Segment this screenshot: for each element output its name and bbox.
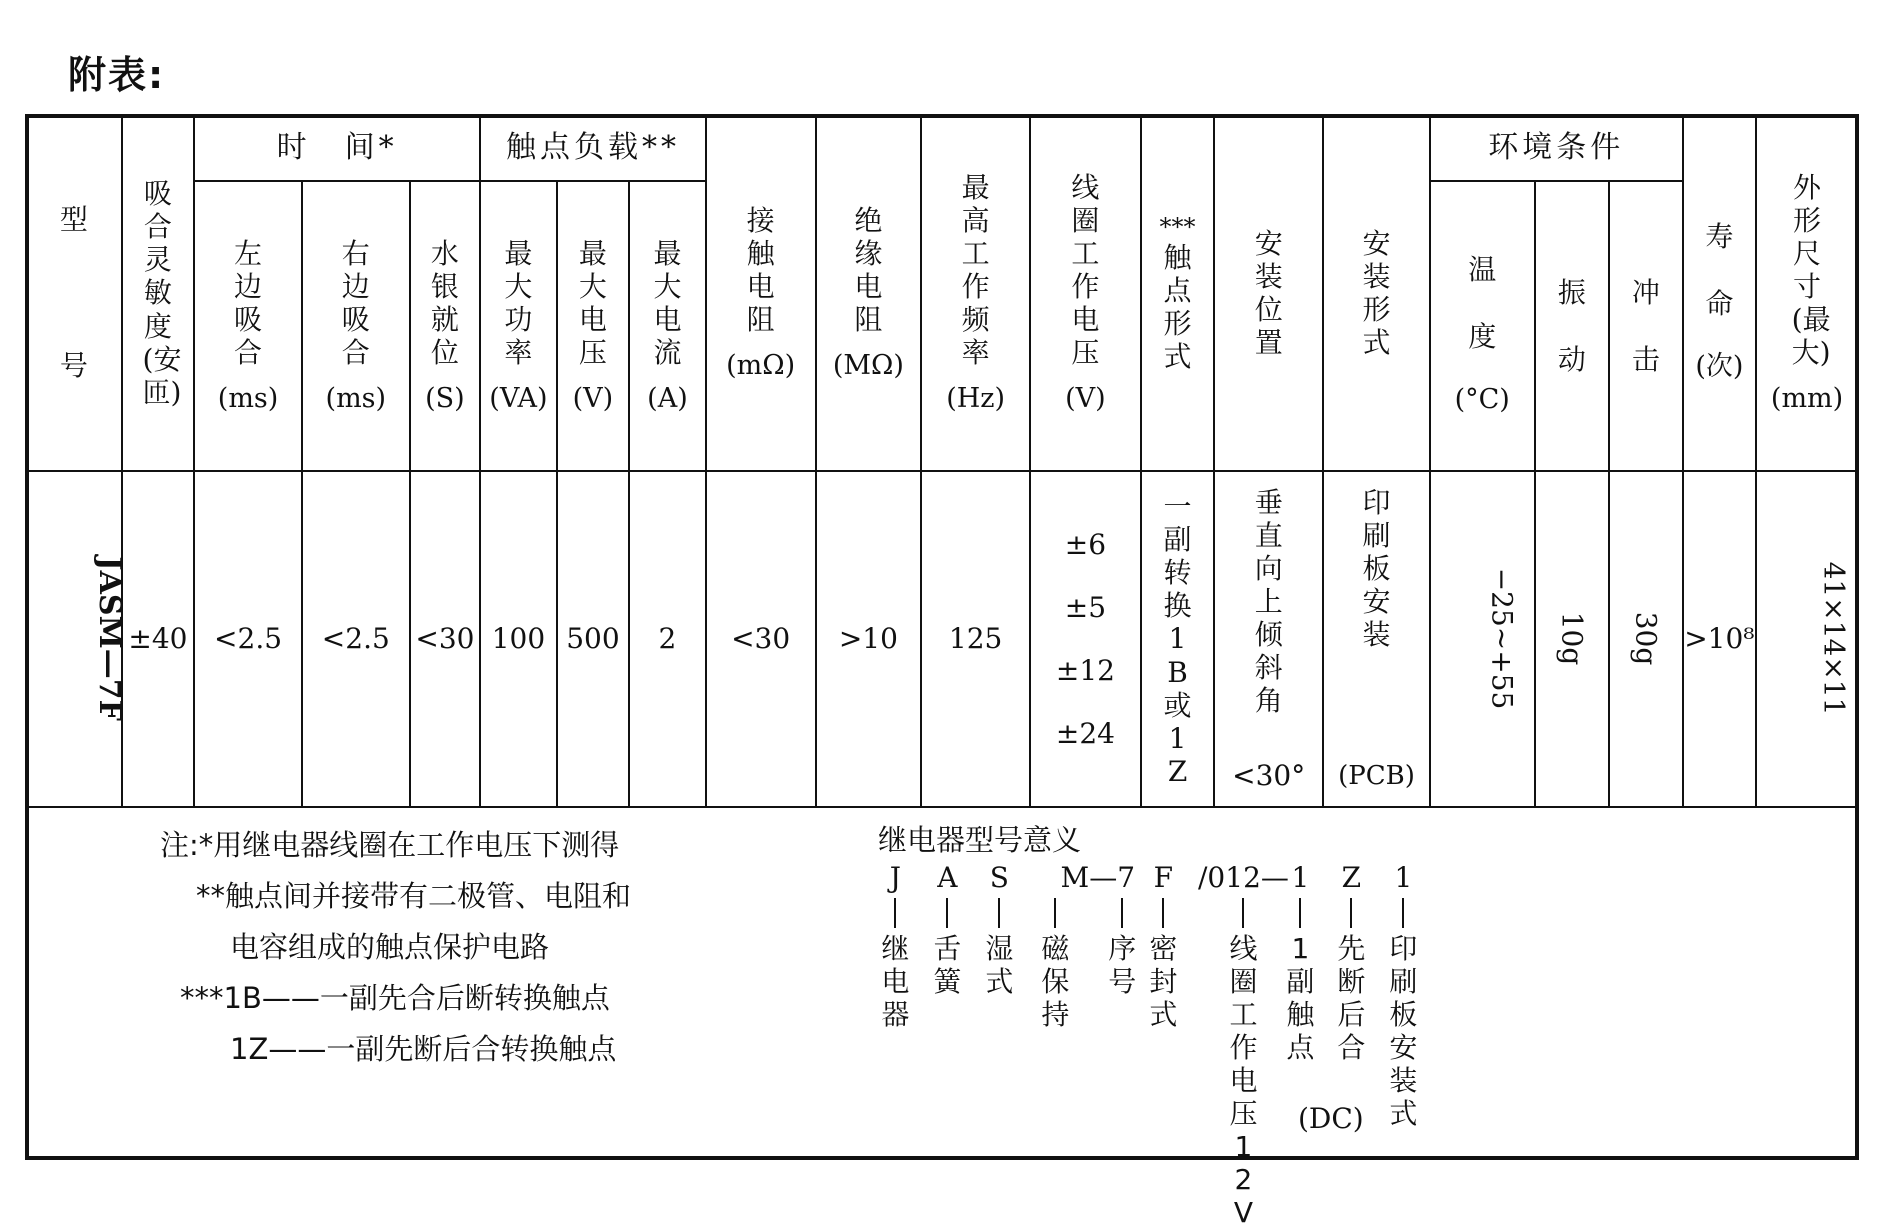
header-contact-form: *** 触点形式 [1141, 115, 1215, 471]
model-code-part: J 继电器 [881, 861, 910, 1032]
header-time-mercury: 水银就位 (S) [410, 181, 480, 471]
cell-coil-voltage [1030, 471, 1141, 807]
cell-env-temp: −25~+55 [1430, 471, 1535, 807]
cell-mount-position: 垂直向上倾斜角 <30° [1214, 471, 1323, 807]
header-time-right: 右边吸合 (ms) [302, 181, 410, 471]
header-mount-type: 安装形式 [1323, 115, 1430, 471]
cell-load-current: 2 [629, 471, 706, 807]
model-code-dc-suffix: (DC) [1298, 1102, 1364, 1135]
footnote-line: **触点间并接带有二极管、电阻和 [196, 879, 632, 913]
footnote-line: 1Z——一副先断后合转换触点 [230, 1032, 617, 1066]
header-life: 寿命 (次) [1683, 115, 1757, 471]
header-env-shock: 冲击 [1609, 181, 1683, 471]
cell-mount-type: 印刷板安装 (PCB) [1323, 471, 1430, 807]
footnote-line: ***1B——一副先合后断转换触点 [180, 981, 610, 1015]
model-code-title: 继电器型号意义 [878, 823, 1082, 857]
header-max-frequency: 最高工作频率 (Hz) [921, 115, 1030, 471]
cell-env-shock: 30g [1609, 471, 1683, 807]
header-load-group: 触点负载** [480, 115, 706, 181]
header-dimensions: 外形尺寸(最大) (mm) [1756, 115, 1858, 471]
header-time-left: 左边吸合 (ms) [194, 181, 302, 471]
header-load-power: 最大功率 (VA) [480, 181, 557, 471]
coil-voltage-item: ±6 [1064, 527, 1107, 561]
cell-contact-form: 一副转换1B或1Z [1141, 471, 1215, 807]
header-model: 型号 [26, 115, 122, 471]
coil-voltage-item: ±24 [1055, 717, 1115, 751]
header-env-vibration: 振动 [1535, 181, 1610, 471]
model-code-part: S 湿式 [985, 861, 1014, 999]
model-code-part: 1 印刷板安装式 [1389, 861, 1418, 1131]
header-mount-position: 安装位置 [1214, 115, 1323, 471]
spec-table [25, 114, 1859, 808]
cell-sensitivity: ±40 [122, 471, 195, 807]
model-code-part: M—7 磁保持 序号 [1041, 861, 1137, 1032]
model-code-part: 1 1副触点 [1286, 861, 1315, 1065]
header-load-current: 最大电流 (A) [629, 181, 706, 471]
cell-time-mercury: <30 [410, 471, 480, 807]
header-contact-resistance: 接触电阻 (mΩ) [706, 115, 816, 471]
cell-insulation-resistance: >10 [816, 471, 922, 807]
header-time-group: 时 间* [194, 115, 480, 181]
page-title: 附表: [68, 53, 166, 97]
cell-env-vibration: 10g [1535, 471, 1610, 807]
cell-model: JASM—7F [26, 471, 122, 807]
footnote-line: 注:*用继电器线圈在工作电压下测得 [160, 828, 620, 862]
cell-dimensions: 41×14×11 [1756, 471, 1858, 807]
cell-load-voltage: 500 [557, 471, 630, 807]
header-sensitivity: 吸合灵敏度(安匝) [122, 115, 195, 471]
model-code-part: Z 先断后合 [1337, 861, 1366, 1065]
cell-max-frequency: 125 [921, 471, 1030, 807]
cell-time-right: <2.5 [302, 471, 410, 807]
footnote-line: 电容组成的触点保护电路 [230, 930, 550, 964]
header-load-voltage: 最大电压 (V) [557, 181, 630, 471]
cell-life: >10⁸ [1683, 471, 1757, 807]
cell-contact-resistance: <30 [706, 471, 816, 807]
header-coil-voltage: 线圈工作电压 (V) [1030, 115, 1141, 471]
cell-time-left: <2.5 [194, 471, 302, 807]
model-code-part: F 密封式 [1149, 861, 1178, 1032]
header-env-group: 环境条件 [1430, 115, 1683, 181]
footnotes [160, 820, 631, 1075]
model-code-part: /012— 线圈工作电压12V [1198, 861, 1289, 1229]
coil-voltage-item: ±5 [1064, 590, 1107, 624]
cell-load-power: 100 [480, 471, 557, 807]
model-code-part: A 舌簧 [933, 861, 962, 999]
header-insulation-resistance: 绝缘电阻 (MΩ) [816, 115, 922, 471]
coil-voltage-item: ±12 [1055, 654, 1115, 687]
header-env-temp: 温度 (°C) [1430, 181, 1535, 471]
